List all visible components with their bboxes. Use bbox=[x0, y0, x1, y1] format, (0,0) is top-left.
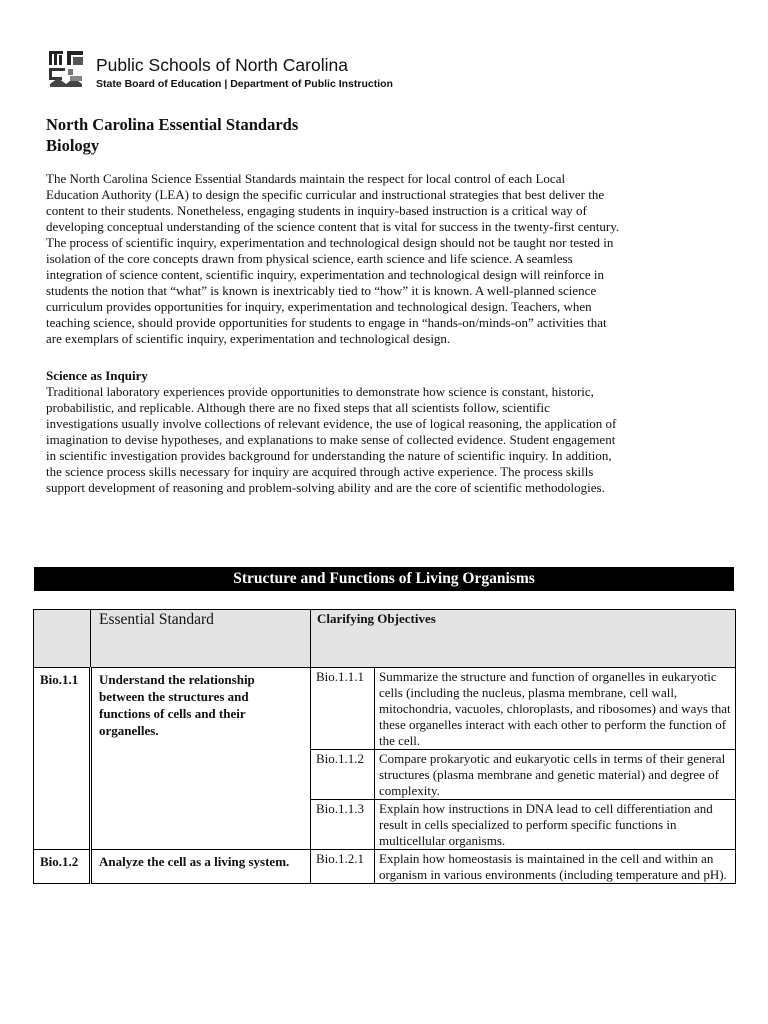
objective-text: Explain how instructions in DNA lead to cell differentiation and result in cells specialized to perform specific functions in multicellular organisms. bbox=[375, 800, 736, 850]
title-line-1: North Carolina Essential Standards bbox=[46, 115, 299, 134]
standard-id: Bio.1.2 bbox=[34, 850, 91, 884]
section-paragraph: Traditional laboratory experiences provide opportunities to demonstrate how science is constant, historic, probabilistic, and replicable. Although there are no fixed steps that all scientists follow, scientific investigations usually involve collections of relevant evidence, the use of logical reasoning, the application of imagination to devise hypotheses, and explanations to make sense of collected evidence. Student engagement in scientific investigation provides background for understanding the nature of scientific inquiry. In addition, the science process skills necessary for inquiry are acquired through active experience. The process skills support development of reasoning and problem-solving ability and are the core of scientific methodologies. bbox=[46, 384, 617, 495]
header-blank-cell bbox=[34, 610, 91, 668]
standards-table bbox=[33, 609, 736, 884]
objective-id: Bio.1.1.1 bbox=[311, 668, 375, 750]
objective-text: Summarize the structure and function of organelles in eukaryotic cells (including the nucleus, plasma membrane, cell wall, mitochondria, vacuoles, chloroplasts, and ribosomes) and ways that these organelles interact with each other to perform the function of the cell. bbox=[375, 668, 736, 750]
table-header-row bbox=[34, 610, 736, 668]
org-name: Public Schools of North Carolina bbox=[96, 55, 348, 75]
document-title bbox=[46, 114, 298, 156]
page-header bbox=[46, 48, 466, 94]
objective-text: Explain how homeostasis is maintained in the cell and within an organism in various environments (including temperature and pH). bbox=[375, 850, 736, 884]
title-line-2: Biology bbox=[46, 136, 100, 155]
standard-text: Analyze the cell as a living system. bbox=[91, 850, 311, 884]
objective-id: Bio.1.1.2 bbox=[311, 750, 375, 800]
objective-text: Compare prokaryotic and eukaryotic cells in terms of their general structures (plasma membrane and genetic material) and degree of complexity. bbox=[375, 750, 736, 800]
objective-id: Bio.1.2.1 bbox=[311, 850, 375, 884]
standard-id: Bio.1.1 bbox=[34, 668, 91, 850]
objective-id: Bio.1.1.3 bbox=[311, 800, 375, 850]
intro-paragraph: The North Carolina Science Essential Standards maintain the respect for local control of each Local Education Authority (LEA) to design the specific curricular and instructional strategies that best deliver the content to their students. Nonetheless, engaging students in inquiry-based instruction is a critical way of developing conceptual understanding of the science content that is vital for success in the twenty-first century. The process of scientific inquiry, experimentation and technological design should not be taught nor tested in isolation of the core concepts drawn from physical science, earth science and life science. A seamless integration of science content, scientific inquiry, experimentation and technological design will reinforce in students the notion that “what” is known is inextricably tied to “how” it is known. A well-planned science curriculum provides opportunities for inquiry, experimentation and technological design. Teachers, when teaching science, should provide opportunities for students to engage in “hands-on/minds-on” activities that are exemplars of scientific inquiry, experimentation and technological design. bbox=[46, 171, 620, 346]
header-essential-standard: Essential Standard bbox=[91, 610, 311, 668]
table-row bbox=[34, 850, 736, 884]
standard-text: Understand the relationship between the structures and functions of cells and their organelles. bbox=[91, 668, 311, 850]
section-heading: Science as Inquiry bbox=[46, 368, 148, 383]
header-clarifying-objectives: Clarifying Objectives bbox=[311, 610, 736, 668]
section-banner: Structure and Functions of Living Organisms bbox=[34, 567, 734, 591]
ncdpi-logo-icon bbox=[46, 48, 86, 90]
table-row bbox=[34, 668, 736, 750]
org-subtitle: State Board of Education | Department of Public Instruction bbox=[96, 78, 393, 90]
